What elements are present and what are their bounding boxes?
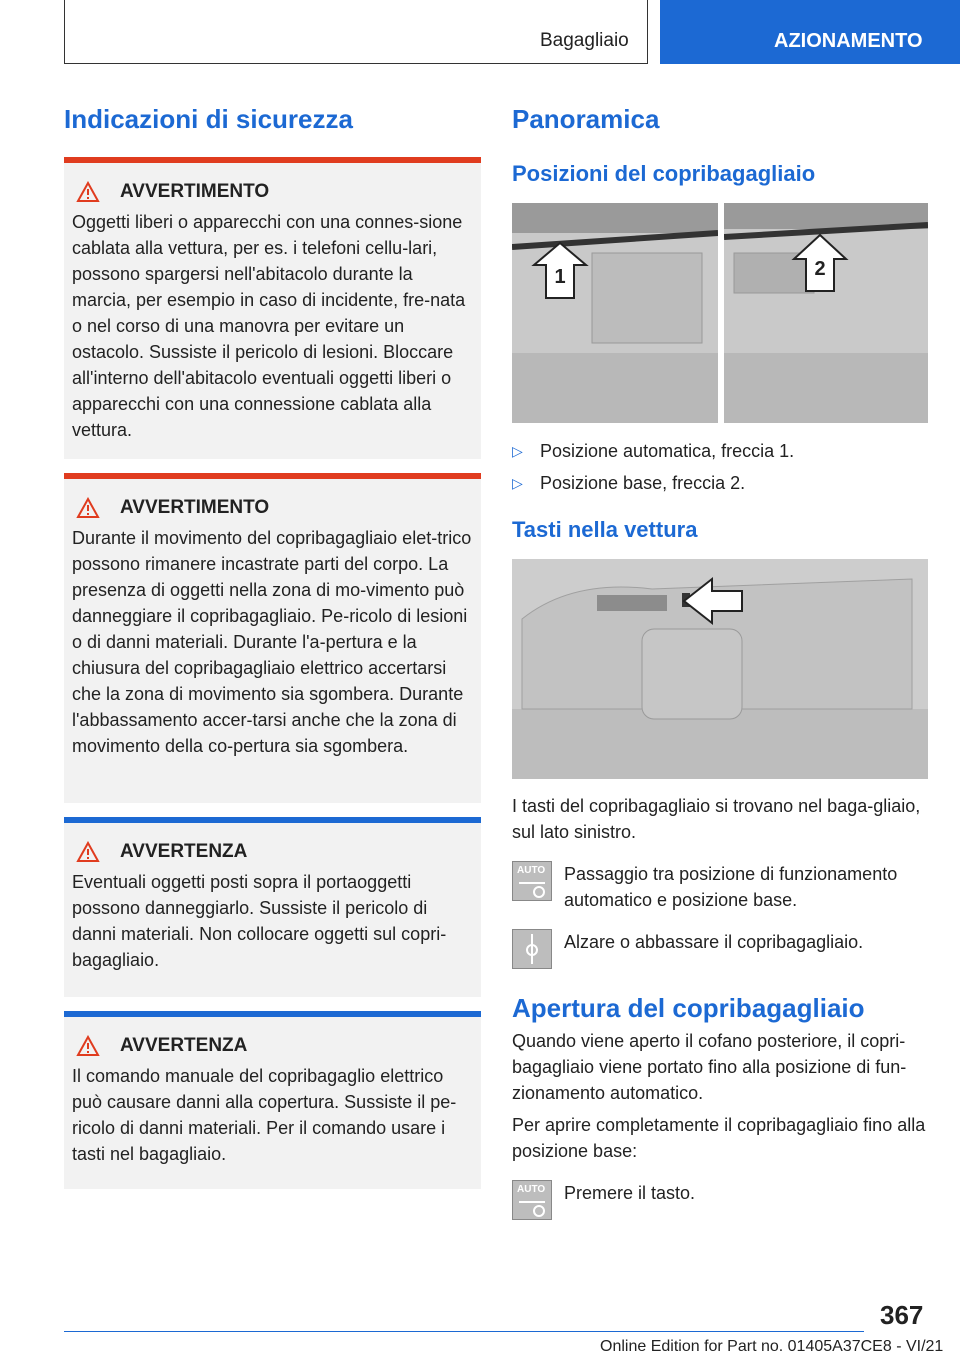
notice-box-1 — [64, 817, 481, 997]
warning-box-2 — [64, 473, 481, 803]
opening-para-1: Quando viene aperto il cofano posteriore, il copri-bagagliaio viene portato fino alla posizione di fun-zionamento automatico. — [512, 1031, 907, 1103]
position-1-image — [512, 203, 718, 423]
buttons-intro: I tasti del copribagagliaio si trovano nel baga-gliaio, sul lato sinistro. — [512, 796, 921, 842]
notice-text: Eventuali oggetti posti sopra il portaoggetti possono danneggiarlo. Sussiste il pericolo di danni materiali. Non collocare oggetti sul copri-bagagliaio. — [72, 872, 447, 970]
left-column — [64, 104, 481, 1189]
press-button-description: Premere il tasto. — [564, 1183, 696, 1203]
position-2-image — [724, 203, 928, 423]
button-row-auto — [512, 861, 928, 913]
warning-triangle-icon — [76, 181, 110, 203]
warning-text: Oggetti liberi o apparecchi con una connes-sione cablata alla vettura, per es. i telefoni cellu-lari, possono spargersi nell'abitacolo durante la marcia, per esempio in caso di incidente, fre-nata o nel corso di una manovra per evitare un ostacolo. Sussiste il pericolo di lesioni. Bloccare all'interno dell'abitacolo eventuali oggetti liberi o apparecchi con una connessione cablata alla vettura. — [72, 212, 466, 440]
notice-text: Il comando manuale del copribagaglio elettrico può causare danni alla copertura. Sussiste il pe-ricolo di danni materiali. Per il comando usare i tasti nel bagagliaio. — [72, 1066, 457, 1164]
warning-label: AVVERTIMENTO — [120, 497, 270, 518]
section-title: Bagagliaio — [540, 30, 629, 51]
warning-triangle-icon — [76, 497, 110, 519]
auto-button-icon: AUTO — [512, 861, 552, 901]
safety-title: Indicazioni di sicurezza — [64, 104, 353, 134]
buttons-location-image — [512, 559, 928, 779]
list-item: ▷ Posizione automatica, freccia 1. — [512, 440, 795, 461]
arrow-2-label: 2 — [814, 258, 826, 280]
positions-list — [512, 435, 928, 499]
footer-rule — [64, 1331, 864, 1332]
buttons-title: Tasti nella vettura — [512, 517, 698, 542]
opening-title: Apertura del copribagagliaio — [512, 993, 865, 1023]
bullet-triangle-icon: ▷ — [512, 442, 523, 459]
page-number: 367 — [880, 1300, 924, 1330]
notice-box-2 — [64, 1011, 481, 1189]
warning-text: Durante il movimento del copribagagliaio elet-trico possono rimanere incastrate parti del corpo. La presenza di oggetti nella zona di mo-vimento può danneggiare il copribagagliaio. Pe-ricolo di lesioni o di danni materiali. Durante l'a-pertura e la chiusura del copribagagliaio elettrico accertarsi che la zona di movimento sia sgombera. Durante l'abbassamento accer-tarsi anche che la zona di movimento della co-pertura sia sgombera. — [72, 528, 472, 756]
auto-button-description: Passaggio tra posizione di funzionamento automatico e posizione base. — [564, 864, 898, 910]
list-item: ▷ Posizione base, freccia 2. — [512, 472, 746, 493]
warning-box-1 — [64, 157, 481, 459]
bullet-triangle-icon: ▷ — [512, 474, 523, 491]
raise-lower-description: Alzare o abbassare il copribagagliaio. — [564, 932, 864, 952]
edition-note: Online Edition for Part no. 01405A37CE8 - VI/21 — [600, 1338, 944, 1355]
cover-positions-title: Posizioni del copribagagliaio — [512, 161, 816, 186]
notice-triangle-icon — [76, 841, 110, 863]
auto-button-icon: AUTO — [512, 1180, 552, 1220]
button-row-press — [512, 1180, 928, 1220]
opening-para-2: Per aprire completamente il copribagagliaio fino alla posizione base: — [512, 1115, 926, 1161]
notice-label: AVVERTENZA — [120, 1035, 248, 1056]
warning-label: AVVERTIMENTO — [120, 181, 270, 202]
arrow-1-label: 1 — [554, 266, 566, 288]
overview-title: Panoramica — [512, 104, 660, 134]
positions-figure — [512, 203, 928, 423]
button-row-raise-lower — [512, 929, 928, 969]
notice-label: AVVERTENZA — [120, 841, 248, 862]
right-column — [512, 104, 928, 1220]
raise-lower-button-icon — [512, 929, 552, 969]
chapter-tab[interactable]: AZIONAMENTO — [660, 0, 960, 64]
notice-triangle-icon — [76, 1035, 110, 1057]
